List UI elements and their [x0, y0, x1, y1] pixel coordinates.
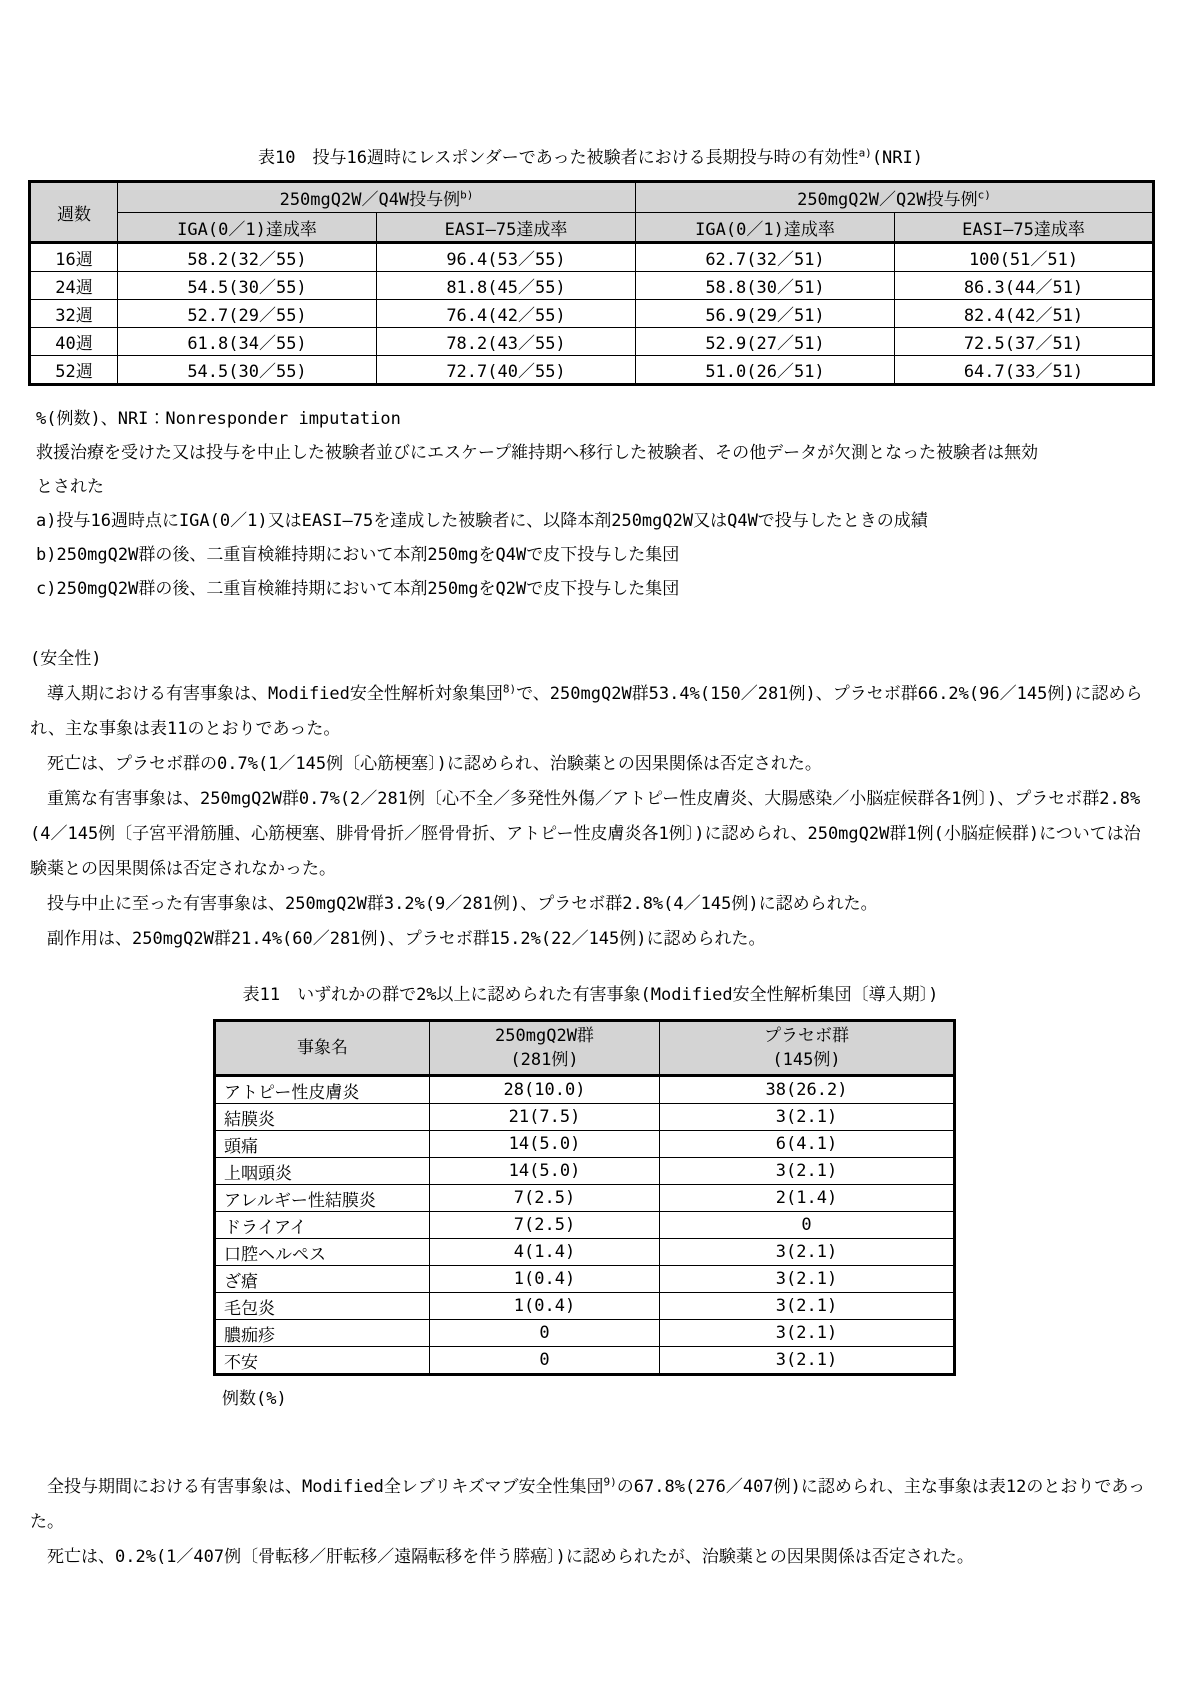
table11-event-cell: 膿痂疹 [215, 1320, 430, 1347]
table11-row [215, 1076, 955, 1104]
note-line: b)250mgQ2W群の後、二重盲検維持期において本剤250mgをQ4Wで皮下投与した集団 [36, 545, 680, 565]
table10-value-cell: 81.8(45／55) [377, 272, 636, 300]
table11-row [215, 1347, 955, 1375]
table11-placebo-header-line1: プラセボ群 [764, 1026, 849, 1046]
table10-title-superscript: a) [858, 146, 872, 160]
table11-q2w-header [430, 1021, 660, 1076]
table10-value-cell: 78.2(43／55) [377, 328, 636, 356]
note-line: a)投与16週時点にIGA(0／1)又はEASI—75を達成した被験者に、以降本剤250mgQ2W又はQ4Wで投与したときの成績 [36, 511, 928, 531]
table10-week-cell: 16週 [30, 243, 118, 272]
closing-paragraph-overall [30, 1470, 1152, 1540]
table11-event-cell: アレルギー性結膜炎 [215, 1185, 430, 1212]
table11-event-cell: 結膜炎 [215, 1104, 430, 1131]
table11-placebo-cell: 2(1.4) [660, 1185, 955, 1212]
table11-q2w-cell: 1(0.4) [430, 1293, 660, 1320]
table11-placebo-cell: 3(2.1) [660, 1347, 955, 1375]
table10-group1-header [118, 182, 636, 213]
note-line: %(例数)、NRI：Nonresponder imputation [36, 409, 401, 429]
table10-subheader-row [30, 213, 1154, 243]
table10-value-cell: 54.5(30／55) [118, 356, 377, 385]
table11-event-cell: ざ瘡 [215, 1266, 430, 1293]
table10-value-cell: 62.7(32／51) [636, 243, 895, 272]
table10-value-cell: 82.4(42／51) [895, 300, 1154, 328]
table11-event-header: 事象名 [215, 1021, 430, 1076]
table11-q2w-cell: 7(2.5) [430, 1212, 660, 1239]
table10-title-text: 表10 投与16週時にレスポンダーであった被験者における長期投与時の有効性 [257, 148, 859, 168]
table10-week-header: 週数 [30, 182, 118, 243]
table10-title [0, 146, 1181, 170]
closing-paragraph-death: 死亡は、0.2%(1／407例〔骨転移／肝転移／遠隔転移を伴う膵癌〕)に認められたが、治験薬との因果関係は否定された。 [30, 1547, 974, 1567]
table10-value-cell: 61.8(34／55) [118, 328, 377, 356]
table10-row [30, 272, 1154, 300]
table11-footnote: 例数(%) [222, 1389, 287, 1409]
table11-row [215, 1239, 955, 1266]
closing-paragraphs [30, 1470, 1152, 1575]
safety-paragraph-adr: 副作用は、250mgQ2W群21.4%(60／281例)、プラセボ群15.2%(22／145例)に認められた。 [30, 929, 766, 949]
table11-row [215, 1131, 955, 1158]
table10-week-cell: 40週 [30, 328, 118, 356]
table10-row [30, 356, 1154, 385]
table11-placebo-cell: 3(2.1) [660, 1239, 955, 1266]
table11-event-cell: 上咽頭炎 [215, 1158, 430, 1185]
table10-value-cell: 58.2(32／55) [118, 243, 377, 272]
table11-row [215, 1158, 955, 1185]
table11-q2w-cell: 21(7.5) [430, 1104, 660, 1131]
table10-value-cell: 72.7(40／55) [377, 356, 636, 385]
table10-value-cell: 86.3(44／51) [895, 272, 1154, 300]
table10-week-cell: 24週 [30, 272, 118, 300]
table10-efficacy-table [28, 180, 1155, 386]
safety-p1-text-cont: で、250mgQ2W群53.4%(150／281例)、プラセボ群66.2%(96／145例)に認められ、主な事象は表11のとおりであった。 [30, 684, 1143, 739]
table11-row [215, 1293, 955, 1320]
table10-group-header-row [30, 182, 1154, 213]
table11-placebo-cell: 3(2.1) [660, 1320, 955, 1347]
table11-q2w-cell: 4(1.4) [430, 1239, 660, 1266]
table11-placebo-cell: 3(2.1) [660, 1104, 955, 1131]
table10-value-cell: 58.8(30／51) [636, 272, 895, 300]
table11-row [215, 1212, 955, 1239]
table11-row [215, 1185, 955, 1212]
table10-notes [36, 402, 1146, 606]
table11-q2w-cell: 28(10.0) [430, 1076, 660, 1104]
table11-adverse-events-table [213, 1019, 956, 1376]
table11-q2w-cell: 14(5.0) [430, 1158, 660, 1185]
table11-row [215, 1320, 955, 1347]
table10-group1-superscript: b) [460, 188, 474, 202]
safety-paragraph-serious: 重篤な有害事象は、250mgQ2W群0.7%(2／281例〔心不全／多発性外傷／アトピー性皮膚炎、大腸感染／小脳症候群各1例〕)、プラセボ群2.8%(4／145例〔子宮平滑筋腫、心筋梗塞、腓骨骨折／脛骨骨折、アトピー性皮膚炎各1例〕)に認められ、250mgQ2W群1例(小脳症候群)については治験薬との因果関係は否定されなかった。 [30, 789, 1141, 879]
safety-paragraph-intro [30, 677, 1152, 747]
table10-group2-superscript: c) [977, 188, 991, 202]
table11-event-cell: 毛包炎 [215, 1293, 430, 1320]
table11-event-cell: 口腔ヘルペス [215, 1239, 430, 1266]
table10-value-cell: 72.5(37／51) [895, 328, 1154, 356]
table10-week-cell: 32週 [30, 300, 118, 328]
table10-row [30, 243, 1154, 272]
table10-value-cell: 100(51／51) [895, 243, 1154, 272]
closing-p1-superscript: 9) [603, 1475, 617, 1489]
table11-placebo-cell: 38(26.2) [660, 1076, 955, 1104]
table11-placebo-cell: 6(4.1) [660, 1131, 955, 1158]
table11-event-cell: 頭痛 [215, 1131, 430, 1158]
table10-value-cell: 96.4(53／55) [377, 243, 636, 272]
safety-paragraph-discontinuation: 投与中止に至った有害事象は、250mgQ2W群3.2%(9／281例)、プラセボ群2.8%(4／145例)に認められた。 [30, 894, 878, 914]
table11-row [215, 1104, 955, 1131]
table10-week-cell: 52週 [30, 356, 118, 385]
safety-p1-text: 導入期における有害事象は、Modified安全性解析対象集団 [30, 684, 503, 704]
table11-q2w-cell: 7(2.5) [430, 1185, 660, 1212]
table11-q2w-header-line2: (281例) [510, 1050, 579, 1070]
table10-subheader-iga2: IGA(0／1)達成率 [636, 213, 895, 243]
table10-value-cell: 54.5(30／55) [118, 272, 377, 300]
table11-header-row [215, 1021, 955, 1076]
safety-p1-superscript: 8) [502, 682, 517, 696]
note-line: c)250mgQ2W群の後、二重盲検維持期において本剤250mgをQ2Wで皮下投与した集団 [36, 579, 680, 599]
safety-paragraph-death: 死亡は、プラセボ群の0.7%(1／145例〔心筋梗塞〕)に認められ、治験薬との因果関係は否定された。 [30, 754, 822, 774]
table10-value-cell: 52.7(29／55) [118, 300, 377, 328]
table10-subheader-easi2: EASI—75達成率 [895, 213, 1154, 243]
table11-placebo-cell: 3(2.1) [660, 1158, 955, 1185]
closing-p1-text: 全投与期間における有害事象は、Modified全レブリキズマブ安全性集団 [30, 1477, 604, 1497]
table10-subheader-iga1: IGA(0／1)達成率 [118, 213, 377, 243]
table10-value-cell: 56.9(29／51) [636, 300, 895, 328]
table11-q2w-cell: 14(5.0) [430, 1131, 660, 1158]
table10-value-cell: 76.4(42／55) [377, 300, 636, 328]
table11-placebo-header [660, 1021, 955, 1076]
table10-group2-label: 250mgQ2W／Q2W投与例 [797, 190, 978, 210]
safety-paragraphs [30, 677, 1152, 957]
table11-placebo-cell: 3(2.1) [660, 1293, 955, 1320]
table11-q2w-cell: 0 [430, 1320, 660, 1347]
note-line: 救援治療を受けた又は投与を中止した被験者並びにエスケープ維持期へ移行した被験者、その他データが欠測となった被験者は無効 [36, 443, 1039, 463]
table10-value-cell: 64.7(33／51) [895, 356, 1154, 385]
table11-event-cell: アトピー性皮膚炎 [215, 1076, 430, 1104]
table11-event-cell: ドライアイ [215, 1212, 430, 1239]
table11-placebo-header-line2: (145例) [772, 1050, 841, 1070]
table11-title: 表11 いずれかの群で2%以上に認められた有害事象(Modified安全性解析集団〔導入期〕) [242, 985, 939, 1005]
table10-group1-label: 250mgQ2W／Q4W投与例 [279, 190, 461, 210]
table11-placebo-cell: 3(2.1) [660, 1266, 955, 1293]
table10-value-cell: 51.0(26／51) [636, 356, 895, 385]
table10-subheader-easi1: EASI—75達成率 [377, 213, 636, 243]
table11-q2w-cell: 0 [430, 1347, 660, 1375]
safety-section-heading: (安全性) [30, 649, 102, 669]
table10-row [30, 328, 1154, 356]
table10-group2-header [636, 182, 1154, 213]
table10-value-cell: 52.9(27／51) [636, 328, 895, 356]
table10-row [30, 300, 1154, 328]
closing-p1-text-cont: の67.8%(276／407例)に認められ、主な事象は表12のとおりであった。 [30, 1477, 1146, 1532]
note-line: とされた [36, 477, 104, 497]
table11-q2w-cell: 1(0.4) [430, 1266, 660, 1293]
table11-event-cell: 不安 [215, 1347, 430, 1375]
table10-title-suffix: (NRI) [871, 148, 923, 168]
table11-row [215, 1266, 955, 1293]
table11-q2w-header-line1: 250mgQ2W群 [495, 1026, 594, 1046]
table11-placebo-cell: 0 [660, 1212, 955, 1239]
